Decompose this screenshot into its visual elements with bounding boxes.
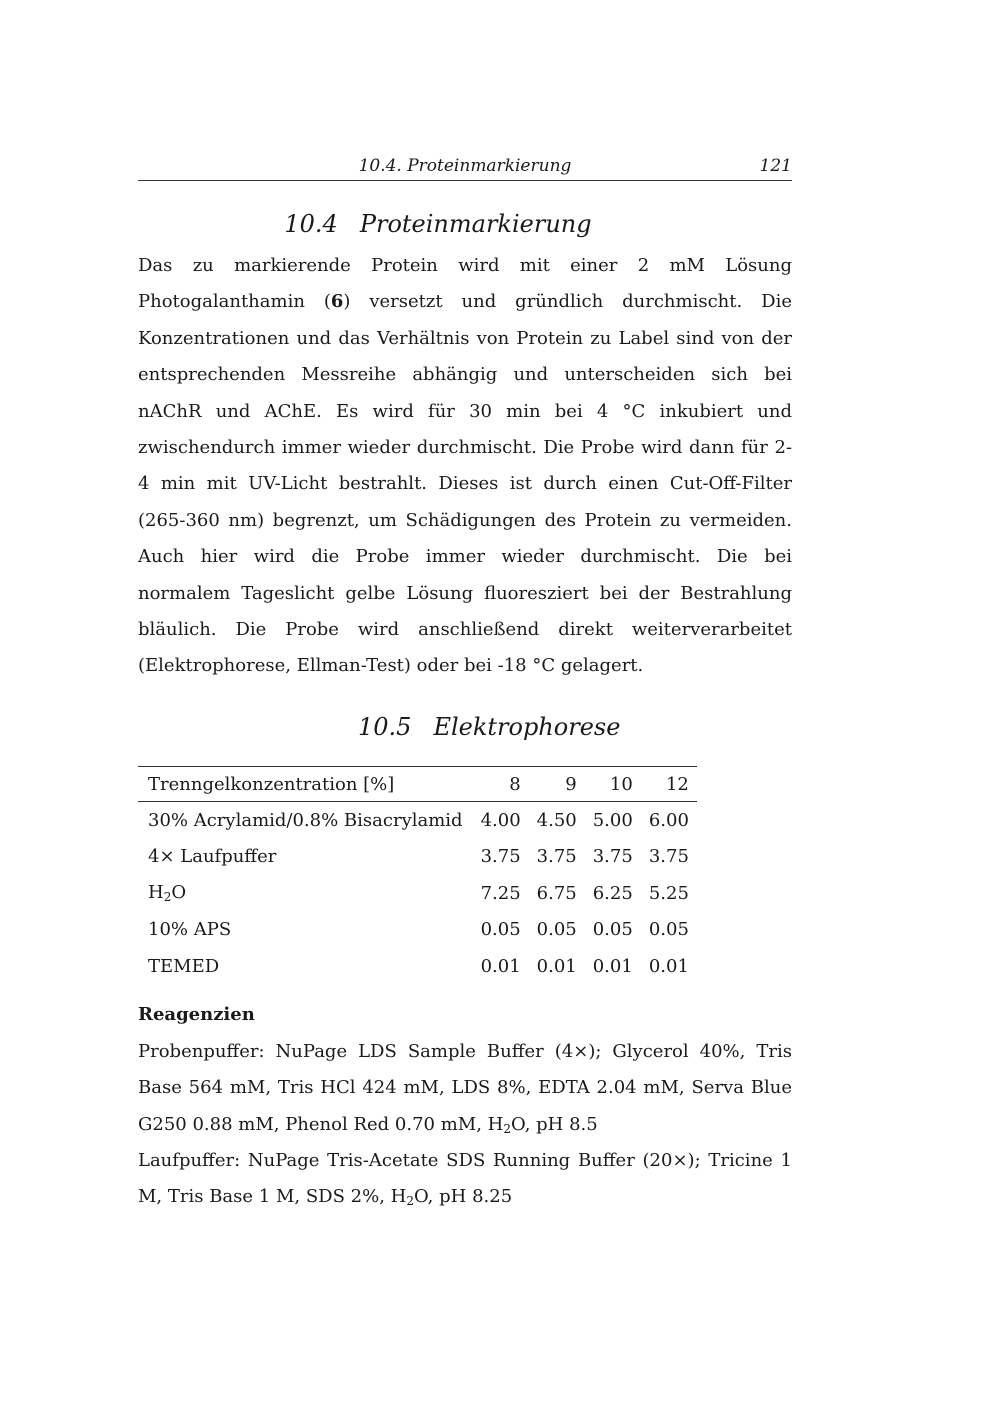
section-heading-10-4	[138, 210, 738, 238]
table-row	[138, 802, 697, 839]
reagents-heading: Reagenzien	[138, 1004, 255, 1025]
row-label: 30% Acrylamid/0.8% Bisacrylamid	[148, 809, 463, 831]
table-cell: 0.05	[536, 919, 577, 941]
gel-recipe-table	[138, 766, 697, 985]
table-row	[138, 839, 697, 876]
table-cell: 0.05	[648, 919, 689, 941]
running-head	[138, 156, 792, 181]
table-cell: 3.75	[480, 846, 521, 868]
header-cell: Trenngelkonzentration [%]	[138, 767, 473, 802]
reagent-subscript: 2	[503, 1121, 511, 1136]
table-row	[138, 912, 697, 949]
label-subscript: 2	[163, 890, 172, 905]
running-head-title: 10.4. Proteinmarkierung	[358, 156, 572, 176]
table-cell: 4.00	[480, 809, 521, 831]
section-number: 10.4	[284, 210, 338, 238]
reagent-text: Probenpuffer: NuPage LDS Sample Buffer (4×); Glycerol 40%, Tris Base 564 mM, Tris HCl 424 mM, LDS 8%, EDTA 2.04 mM, Serva Blue G250 0.88 mM, Phenol Red 0.70 mM, H	[138, 1041, 792, 1135]
label-text: O	[171, 882, 187, 904]
paragraph-text-rest: ) versetzt und gründlich durchmischt. Die Konzentrationen und das Verhältnis von Protein zu Label sind von der entsprechenden Messreihe abhängig und unterscheiden sich bei nAChR und AChE. Es wird für 30 min bei 4 °C inkubiert und zwischendurch immer wieder durchmischt. Die Probe wird dann für 2-4 min mit UV-Licht bestrahlt. Dieses ist durch einen Cut-Off-Filter (265-360 nm) begrenzt, um Schädigungen des Protein zu vermeiden. Auch hier wird die Probe immer wieder durchmischt. Die bei normalem Tageslicht gelbe Lösung fluoresziert bei der Bestrahlung bläulich. Die Probe wird anschließend direkt weiterverarbeitet (Elektrophorese, Ellman-Test) oder bei -18 °C gelagert.	[138, 291, 792, 677]
table-row	[138, 875, 697, 912]
section-number: 10.5	[358, 713, 412, 741]
laufpuffer-paragraph	[138, 1143, 792, 1220]
table-cell: 4.50	[536, 809, 577, 831]
section-title: Proteinmarkierung	[359, 210, 592, 238]
paragraph-text-start: Das zu markierende Protein wird mit einer 2 mM Lösung Photogalanthamin (	[138, 255, 792, 313]
table-cell: 7.25	[480, 882, 521, 904]
header-cell: 12	[641, 767, 697, 802]
header-cell: 9	[529, 767, 585, 802]
section-title: Elektrophorese	[433, 713, 621, 741]
table-cell: 0.01	[480, 955, 521, 977]
section-paragraph	[138, 248, 792, 685]
table-cell: 0.01	[592, 955, 633, 977]
section-heading-10-5	[200, 713, 958, 741]
table-cell: 5.00	[592, 809, 633, 831]
reagent-subscript: 2	[406, 1194, 414, 1209]
table-cell: 5.25	[648, 882, 689, 904]
table-cell: 0.05	[592, 919, 633, 941]
label-text: H	[148, 882, 164, 904]
table-cell: 0.01	[648, 955, 689, 977]
table-cell: 0.05	[480, 919, 521, 941]
table-cell: 6.75	[536, 882, 577, 904]
table-row	[138, 948, 697, 985]
row-label: 10% APS	[148, 919, 232, 941]
row-label: TEMED	[148, 955, 220, 977]
row-label: 4× Laufpuffer	[148, 846, 277, 868]
table-cell: 3.75	[536, 846, 577, 868]
table-cell: 3.75	[592, 846, 633, 868]
table-cell: 3.75	[648, 846, 689, 868]
table-cell: 6.00	[648, 809, 689, 831]
table-header-row	[138, 767, 697, 802]
table-cell: 6.25	[592, 882, 633, 904]
compound-reference: 6	[330, 291, 344, 313]
row-label	[138, 875, 473, 912]
reagent-text: O, pH 8.5	[511, 1113, 598, 1135]
reagent-text: Laufpuffer: NuPage Tris-Acetate SDS Running Buffer (20×); Tricine 1 M, Tris Base 1 M, SDS 2%, H	[138, 1150, 792, 1208]
probenpuffer-paragraph	[138, 1034, 792, 1147]
header-cell: 10	[585, 767, 641, 802]
page-number: 121	[759, 156, 792, 176]
reagent-text: O, pH 8.25	[413, 1186, 513, 1208]
header-cell: 8	[473, 767, 529, 802]
table-cell: 0.01	[536, 955, 577, 977]
